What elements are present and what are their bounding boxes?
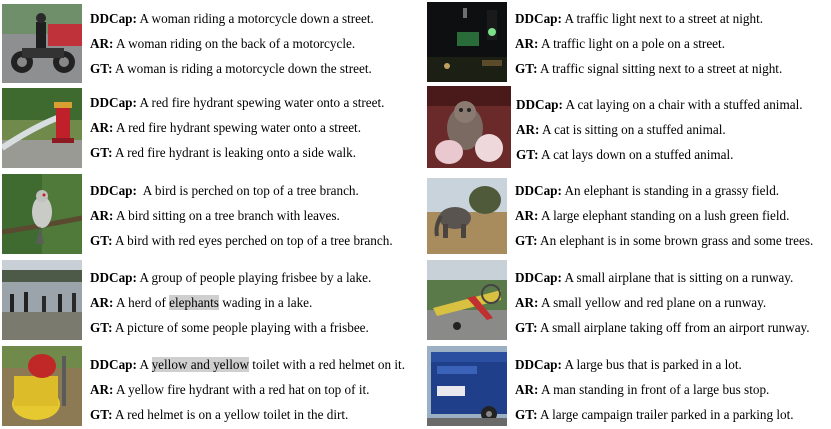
ddcap-caption: DDCap: An elephant is standing in a grassy field. xyxy=(515,183,780,198)
ddcap-caption: DDCap: A traffic light next to a street at night. xyxy=(515,11,764,26)
ddcap-caption: DDCap: A small airplane that is sitting on a runway. xyxy=(515,270,794,285)
gt-caption: GT: A bird with red eyes perched on top of a tree branch. xyxy=(90,233,393,248)
yellow-toilet-helmet-photo xyxy=(2,346,82,426)
example-4 xyxy=(424,86,831,170)
gt-caption: GT: A red fire hydrant is leaking onto a side walk. xyxy=(90,145,357,160)
example-10 xyxy=(424,344,831,429)
bird-branch-photo xyxy=(2,174,82,254)
example-5 xyxy=(0,172,420,256)
gt-caption: GT: A cat lays down on a stuffed animal. xyxy=(516,147,734,162)
example-8 xyxy=(424,258,831,342)
cat-stuffed-animal-photo xyxy=(427,86,511,168)
example-1 xyxy=(0,0,420,84)
traffic-light-night-photo xyxy=(427,2,507,82)
ar-caption: AR: A small yellow and red plane on a runway. xyxy=(515,295,767,310)
fire-hydrant-photo xyxy=(2,88,82,168)
ar-caption: AR: A woman riding on the back of a motorcycle. xyxy=(90,36,356,51)
elephant-grass-photo xyxy=(427,178,507,254)
example-3 xyxy=(0,86,420,170)
campaign-bus-photo xyxy=(427,346,507,426)
gt-caption: GT: An elephant is in some brown grass and some trees. xyxy=(515,233,814,248)
ar-caption: AR: A herd of elephants wading in a lake. xyxy=(90,295,313,310)
example-6 xyxy=(424,172,831,256)
ar-caption: AR: A man standing in front of a large bus stop. xyxy=(515,382,770,397)
ddcap-caption: DDCap: A large bus that is parked in a lot. xyxy=(515,357,742,372)
gt-caption: GT: A red helmet is on a yellow toilet in the dirt. xyxy=(90,407,349,422)
ddcap-caption: DDCap: A bird is perched on top of a tree branch. xyxy=(90,183,359,198)
gt-caption: GT: A small airplane taking off from an airport runway. xyxy=(515,320,810,335)
example-7 xyxy=(0,258,420,342)
frisbee-lake-photo xyxy=(2,260,82,340)
gt-caption: GT: A woman is riding a motorcycle down the street. xyxy=(90,61,372,76)
ar-caption: AR: A large elephant standing on a lush green field. xyxy=(515,208,790,223)
ddcap-caption: DDCap: A yellow and yellow toilet with a red helmet on it. xyxy=(90,357,405,372)
ddcap-caption: DDCap: A woman riding a motorcycle down a street. xyxy=(90,11,374,26)
highlighted-error: elephants xyxy=(169,295,219,310)
gt-caption: GT: A traffic signal sitting next to a street at night. xyxy=(515,61,783,76)
ar-caption: AR: A yellow fire hydrant with a red hat on top of it. xyxy=(90,382,370,397)
gt-caption: GT: A large campaign trailer parked in a parking lot. xyxy=(515,407,794,422)
ar-caption: AR: A bird sitting on a tree branch with leaves. xyxy=(90,208,340,223)
ddcap-caption: DDCap: A cat laying on a chair with a stuffed animal. xyxy=(516,97,803,112)
example-9 xyxy=(0,344,424,429)
ar-caption: AR: A red fire hydrant spewing water onto a street. xyxy=(90,120,362,135)
ddcap-caption: DDCap: A red fire hydrant spewing water onto a street. xyxy=(90,95,385,110)
airplane-runway-photo xyxy=(427,260,507,340)
highlighted-error: yellow and yellow xyxy=(151,357,249,372)
ddcap-caption: DDCap: A group of people playing frisbee by a lake. xyxy=(90,270,372,285)
ar-caption: AR: A cat is sitting on a stuffed animal. xyxy=(516,122,726,137)
woman-motorcycle-photo xyxy=(2,4,82,83)
ar-caption: AR: A traffic light on a pole on a street. xyxy=(515,36,725,51)
example-2 xyxy=(424,0,831,84)
gt-caption: GT: A picture of some people playing with a frisbee. xyxy=(90,320,369,335)
